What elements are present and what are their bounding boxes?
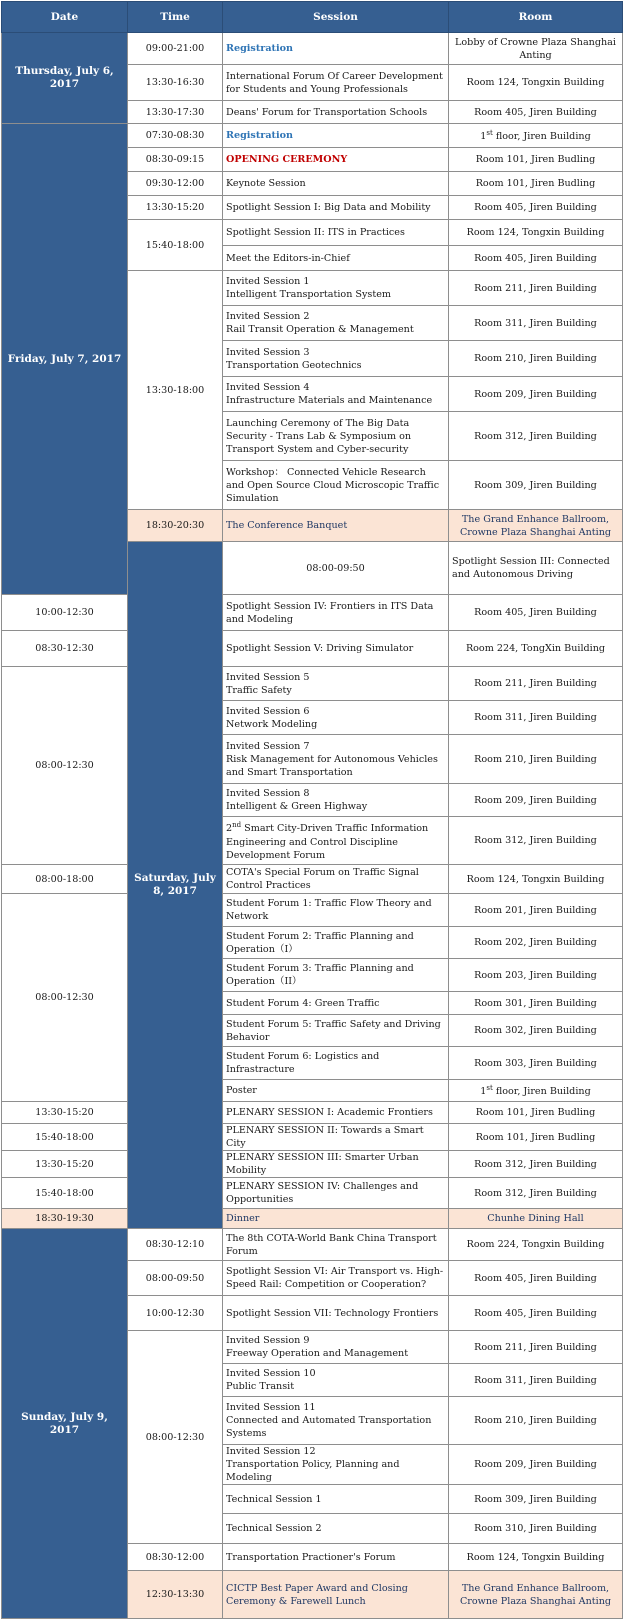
room-cell: Room 210, Jiren Building: [449, 1397, 623, 1445]
room-cell: Room 311, Jiren Building: [449, 306, 623, 341]
room-cell: Chunhe Dining Hall: [449, 1209, 623, 1229]
table-row: [2, 667, 623, 701]
session-cell: The 8th COTA-World Bank China Transport Forum: [223, 1229, 449, 1261]
room-cell: Room 211, Jiren Building: [449, 1331, 623, 1364]
room-cell: Lobby of Crowne Plaza Shanghai Anting: [449, 33, 623, 65]
room-cell: Room 405, Jiren Building: [449, 101, 623, 124]
room-cell: Room 311, Jiren Building: [449, 701, 623, 735]
session-cell: Technical Session 2: [223, 1514, 449, 1544]
table-row: [2, 631, 623, 667]
time-cell: 10:00-12:30: [2, 595, 128, 631]
session-cell: PLENARY SESSION IV: Challenges and Opportunities: [223, 1178, 449, 1209]
table-row: [2, 33, 623, 65]
time-cell: 08:00-12:30: [2, 667, 128, 865]
time-cell: 15:40-18:00: [2, 1124, 128, 1151]
time-cell: 13:30-18:00: [128, 271, 223, 510]
room-cell: Room 303, Jiren Building: [449, 1047, 623, 1080]
session-cell: Deans' Forum for Transportation Schools: [223, 101, 449, 124]
time-cell: 08:30-09:15: [128, 148, 223, 172]
session-cell: Keynote Session: [223, 172, 449, 196]
session-cell: Meet the Editors-in-Chief: [223, 246, 449, 271]
room-cell: Room 312, Jiren Building: [449, 412, 623, 461]
session-cell: Invited Session 10 Public Transit: [223, 1364, 449, 1397]
room-cell: Room 124, Tongxin Building: [449, 65, 623, 101]
session-cell: Spotlight Session I: Big Data and Mobility: [223, 196, 449, 220]
session-cell: Spotlight Session V: Driving Simulator: [223, 631, 449, 667]
table-row: [2, 1102, 623, 1124]
time-cell: 08:30-12:30: [2, 631, 128, 667]
room-cell: Room 302, Jiren Building: [449, 1015, 623, 1047]
room-cell: The Grand Enhance Ballroom, Crowne Plaza Shanghai Anting: [449, 1571, 623, 1619]
room-cell: Room 124, Tongxin Building: [449, 865, 623, 894]
session-cell: Spotlight Session III: Connected and Autonomous Driving: [449, 542, 623, 595]
header-date: Date: [2, 2, 128, 33]
session-cell: Transportation Practioner's Forum: [223, 1544, 449, 1571]
room-cell: Room 312, Jiren Building: [449, 1178, 623, 1209]
room-cell: Room 101, Jiren Budling: [449, 1102, 623, 1124]
session-cell: Invited Session 7 Risk Management for Autonomous Vehicles and Smart Transportation: [223, 735, 449, 784]
time-cell: 08:00-12:30: [2, 894, 128, 1102]
room-cell: Room 310, Jiren Building: [449, 1514, 623, 1544]
day-label: Saturday, July 8, 2017: [128, 542, 223, 1229]
day-label: Friday, July 7, 2017: [2, 124, 128, 595]
time-cell: 13:30-15:20: [2, 1102, 128, 1124]
time-cell: 13:30-17:30: [128, 101, 223, 124]
session-cell: Student Forum 1: Traffic Flow Theory and Network: [223, 894, 449, 927]
session-cell: Student Forum 2: Traffic Planning and Operation（I）: [223, 927, 449, 959]
time-cell: 10:00-12:30: [128, 1296, 223, 1331]
session-cell: Invited Session 11 Connected and Automated Transportation Systems: [223, 1397, 449, 1445]
room-cell: Room 309, Jiren Building: [449, 461, 623, 510]
room-cell: Room 312, Jiren Building: [449, 817, 623, 865]
session-cell: Invited Session 3 Transportation Geotechnics: [223, 341, 449, 377]
session-cell: Invited Session 8 Intelligent & Green Highway: [223, 784, 449, 817]
session-cell: Spotlight Session II: ITS in Practices: [223, 220, 449, 246]
time-cell: 09:30-12:00: [128, 172, 223, 196]
room-cell: Room 101, Jiren Budling: [449, 172, 623, 196]
room-cell: Room 309, Jiren Building: [449, 1485, 623, 1514]
session-cell: International Forum Of Career Development for Students and Young Professionals: [223, 65, 449, 101]
session-cell: COTA's Special Forum on Traffic Signal Control Practices: [223, 865, 449, 894]
room-cell: Room 224, TongXin Building: [449, 631, 623, 667]
room-cell: The Grand Enhance Ballroom, Crowne Plaza Shanghai Anting: [449, 510, 623, 542]
session-cell: Spotlight Session IV: Frontiers in ITS Data and Modeling: [223, 595, 449, 631]
session-cell: Spotlight Session VI: Air Transport vs. High-Speed Rail: Competition or Cooperation?: [223, 1261, 449, 1296]
header-time: Time: [128, 2, 223, 33]
time-cell: 08:00-09:50: [128, 1261, 223, 1296]
time-cell: 12:30-13:30: [128, 1571, 223, 1619]
time-cell: 13:30-15:20: [128, 196, 223, 220]
session-cell: PLENARY SESSION II: Towards a Smart City: [223, 1124, 449, 1151]
session-cell: Student Forum 4: Green Traffic: [223, 992, 449, 1015]
session-cell: PLENARY SESSION III: Smarter Urban Mobility: [223, 1151, 449, 1178]
room-cell: Room 224, Tongxin Building: [449, 1229, 623, 1261]
session-cell: Student Forum 6: Logistics and Infrastracture: [223, 1047, 449, 1080]
time-cell: 13:30-16:30: [128, 65, 223, 101]
room-cell: 1st floor, Jiren Building: [449, 124, 623, 148]
time-cell: 15:40-18:00: [2, 1178, 128, 1209]
time-cell: 08:30-12:00: [128, 1544, 223, 1571]
time-cell: 18:30-20:30: [128, 510, 223, 542]
room-cell: Room 210, Jiren Building: [449, 341, 623, 377]
room-cell: Room 405, Jiren Building: [449, 1296, 623, 1331]
day-label: Sunday, July 9, 2017: [2, 1229, 128, 1619]
time-cell: 13:30-15:20: [2, 1151, 128, 1178]
header-session: Session: [223, 2, 449, 33]
session-cell: Invited Session 1 Intelligent Transportation System: [223, 271, 449, 306]
room-cell: Room 405, Jiren Building: [449, 1261, 623, 1296]
session-cell: Invited Session 4 Infrastructure Materials and Maintenance: [223, 377, 449, 412]
room-cell: Room 209, Jiren Building: [449, 377, 623, 412]
table-row: [2, 894, 623, 927]
session-cell: Invited Session 2 Rail Transit Operation & Management: [223, 306, 449, 341]
session-cell: The Conference Banquet: [223, 510, 449, 542]
room-cell: Room 201, Jiren Building: [449, 894, 623, 927]
session-cell: OPENING CEREMONY: [223, 148, 449, 172]
table-row: [2, 1178, 623, 1209]
session-cell: Poster: [223, 1080, 449, 1102]
session-cell: Invited Session 6 Network Modeling: [223, 701, 449, 735]
table-row: [2, 1151, 623, 1178]
room-cell: Room 312, Jiren Building: [449, 1151, 623, 1178]
time-cell: 08:00-09:50: [223, 542, 449, 595]
time-cell: 15:40-18:00: [128, 220, 223, 271]
time-cell: 18:30-19:30: [2, 1209, 128, 1229]
header-row: [2, 2, 623, 33]
session-cell: Registration: [223, 33, 449, 65]
header-room: Room: [449, 2, 623, 33]
room-cell: Room 311, Jiren Building: [449, 1364, 623, 1397]
room-cell: Room 124, Tongxin Building: [449, 1544, 623, 1571]
room-cell: Room 301, Jiren Building: [449, 992, 623, 1015]
time-cell: 08:30-12:10: [128, 1229, 223, 1261]
room-cell: Room 101, Jiren Budling: [449, 1124, 623, 1151]
session-cell: Student Forum 5: Traffic Safety and Driving Behavior: [223, 1015, 449, 1047]
schedule-table: [1, 1, 623, 1619]
session-cell: Technical Session 1: [223, 1485, 449, 1514]
room-cell: Room 209, Jiren Building: [449, 784, 623, 817]
table-row: [2, 1229, 623, 1261]
room-cell: Room 202, Jiren Building: [449, 927, 623, 959]
room-cell: Room 101, Jiren Budling: [449, 148, 623, 172]
room-cell: Room 405, Jiren Building: [449, 246, 623, 271]
room-cell: Room 124, Tongxin Building: [449, 220, 623, 246]
session-cell: CICTP Best Paper Award and Closing Ceremony & Farewell Lunch: [223, 1571, 449, 1619]
time-cell: 09:00-21:00: [128, 33, 223, 65]
session-cell: Invited Session 5 Traffic Safety: [223, 667, 449, 701]
room-cell: Room 209, Jiren Building: [449, 1445, 623, 1485]
session-cell: 2nd Smart City-Driven Traffic Information Engineering and Control Discipline Development Forum: [223, 817, 449, 865]
session-cell: Dinner: [223, 1209, 449, 1229]
session-cell: Launching Ceremony of The Big Data Security - Trans Lab & Symposium on Transport System and Cyber-security: [223, 412, 449, 461]
time-cell: 08:00-12:30: [128, 1331, 223, 1544]
table-row: [2, 1209, 623, 1229]
session-cell: PLENARY SESSION I: Academic Frontiers: [223, 1102, 449, 1124]
table-row: [2, 595, 623, 631]
table-row: [2, 124, 623, 148]
room-cell: Room 405, Jiren Building: [449, 595, 623, 631]
session-cell: Registration: [223, 124, 449, 148]
time-cell: 07:30-08:30: [128, 124, 223, 148]
room-cell: Room 405, Jiren Building: [449, 196, 623, 220]
session-cell: Invited Session 12 Transportation Policy, Planning and Modeling: [223, 1445, 449, 1485]
table-row: [2, 865, 623, 894]
room-cell: Room 211, Jiren Building: [449, 271, 623, 306]
room-cell: Room 210, Jiren Building: [449, 735, 623, 784]
room-cell: Room 211, Jiren Building: [449, 667, 623, 701]
room-cell: 1st floor, Jiren Building: [449, 1080, 623, 1102]
time-cell: 08:00-18:00: [2, 865, 128, 894]
session-cell: Invited Session 9 Freeway Operation and Management: [223, 1331, 449, 1364]
table-row: [2, 1124, 623, 1151]
session-cell: Workshop： Connected Vehicle Research and Open Source Cloud Microscopic Traffic Simulation: [223, 461, 449, 510]
session-cell: Student Forum 3: Traffic Planning and Operation（II）: [223, 959, 449, 992]
session-cell: Spotlight Session VII: Technology Frontiers: [223, 1296, 449, 1331]
room-cell: Room 203, Jiren Building: [449, 959, 623, 992]
day-label: Thursday, July 6, 2017: [2, 33, 128, 124]
